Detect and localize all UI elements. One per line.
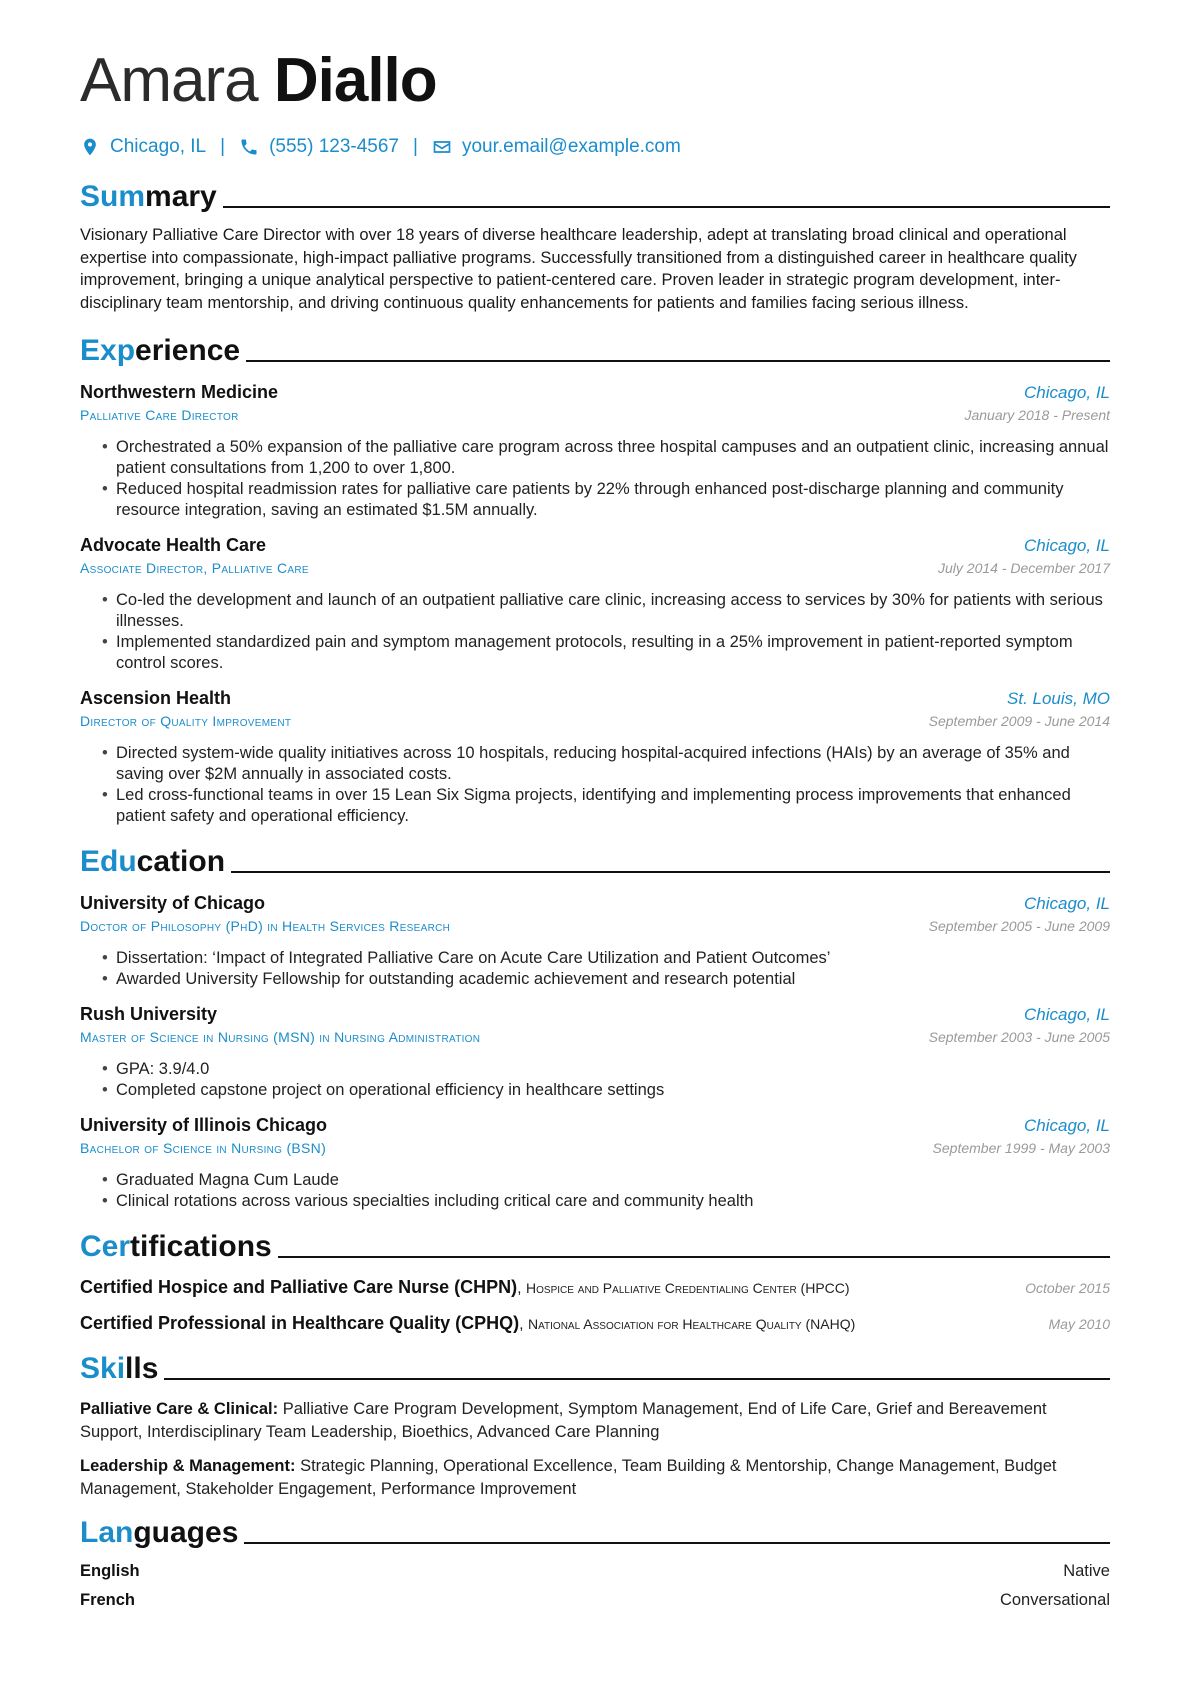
employer-name: Ascension Health xyxy=(80,688,232,708)
contact-separator: | xyxy=(220,136,226,157)
list-item: • Completed capstone project on operational efficiency in healthcare settings xyxy=(102,1080,1110,1101)
section-title: Skills xyxy=(80,1352,159,1385)
section-rule xyxy=(244,1542,1110,1544)
employer-name: Northwestern Medicine xyxy=(80,382,279,402)
education-entry xyxy=(80,1004,1110,1101)
job-title: Associate Director, Palliative Care xyxy=(80,560,309,576)
summary-section xyxy=(80,172,1110,314)
list-item: • Graduated Magna Cum Laude xyxy=(102,1170,1110,1191)
phone-text: (555) 123-4567 xyxy=(269,136,399,157)
last-name: Diallo xyxy=(273,46,437,115)
section-header xyxy=(80,837,1110,877)
skill-group-label: Palliative Care & Clinical: xyxy=(80,1400,279,1418)
cert-issuer: Hospice and Palliative Credentialing Center (HPCC) xyxy=(526,1280,850,1296)
section-title: Certifications xyxy=(80,1230,272,1263)
entry-date: September 2005 - June 2009 xyxy=(928,918,1110,934)
section-header xyxy=(80,1344,1110,1384)
language-name: French xyxy=(80,1591,136,1609)
degree-title: Master of Science in Nursing (MSN) in Nursing Administration xyxy=(80,1029,481,1045)
bullet-list xyxy=(102,437,1110,521)
entry-date: January 2018 - Present xyxy=(964,407,1110,423)
phone-icon xyxy=(239,137,259,157)
entry-date: July 2014 - December 2017 xyxy=(938,560,1110,576)
section-header xyxy=(80,1508,1110,1548)
contact-phone[interactable] xyxy=(239,136,399,158)
section-title: Summary xyxy=(80,180,217,213)
contact-email[interactable] xyxy=(432,136,681,158)
education-entry xyxy=(80,1115,1110,1212)
degree-title: Bachelor of Science in Nursing (BSN) xyxy=(80,1140,327,1156)
cert-date: October 2015 xyxy=(1025,1280,1110,1296)
language-row xyxy=(80,1562,1110,1581)
contact-bar xyxy=(80,136,1110,158)
entry-date: September 2003 - June 2005 xyxy=(928,1029,1110,1045)
section-header xyxy=(80,1222,1110,1262)
envelope-icon xyxy=(432,137,452,157)
skill-group-items: Strategic Planning, Operational Excellence, Team Building & Mentorship, Change Management, Budget Management, Stakeholder Engagement, Performance Improvement xyxy=(80,1457,1057,1498)
section-title: Education xyxy=(80,845,226,878)
contact-location xyxy=(80,136,206,158)
cert-date: May 2010 xyxy=(1048,1316,1110,1332)
section-rule xyxy=(246,360,1110,362)
full-name xyxy=(80,46,1110,115)
section-rule xyxy=(231,871,1110,873)
map-marker-icon xyxy=(80,137,100,157)
certifications-section xyxy=(80,1222,1110,1336)
bullet-list xyxy=(102,743,1110,827)
experience-entry xyxy=(80,382,1110,521)
bullet-list xyxy=(102,948,1110,990)
list-item: • Clinical rotations across various specialties including critical care and community health xyxy=(102,1191,1110,1212)
experience-section xyxy=(80,326,1110,827)
location-text: Chicago, IL xyxy=(110,136,207,157)
experience-entry xyxy=(80,688,1110,827)
list-item: • Orchestrated a 50% expansion of the palliative care program across three hospital campuses and an outpatient clinic, increasing annual patient consultations from 1,200 to over 1,800. xyxy=(102,437,1110,479)
skill-group xyxy=(80,1455,1110,1500)
skill-group xyxy=(80,1398,1110,1443)
school-name: University of Chicago xyxy=(80,893,266,913)
education-entry xyxy=(80,893,1110,990)
list-item: • Directed system-wide quality initiatives across 10 hospitals, reducing hospital-acquired infections (HAIs) by an average of 35% and saving over $2M annually in associated costs. xyxy=(102,743,1110,785)
entry-location: St. Louis, MO xyxy=(1007,689,1110,708)
entry-date: September 2009 - June 2014 xyxy=(928,713,1110,729)
skill-group-items: Palliative Care Program Development, Symptom Management, End of Life Care, Grief and Bereavement Support, Interdisciplinary Team Leadership, Bioethics, Advanced Care Planning xyxy=(80,1400,1047,1441)
section-rule xyxy=(164,1378,1110,1380)
entry-location: Chicago, IL xyxy=(1024,383,1110,402)
school-name: Rush University xyxy=(80,1004,218,1024)
list-item: • Reduced hospital readmission rates for palliative care patients by 22% through enhanced post-discharge planning and community resource integration, saving an estimated $1.5M annually. xyxy=(102,479,1110,521)
list-item: • Awarded University Fellowship for outstanding academic achievement and research potential xyxy=(102,969,1110,990)
entry-location: Chicago, IL xyxy=(1024,1005,1110,1024)
section-header xyxy=(80,172,1110,212)
section-title: Languages xyxy=(80,1516,239,1549)
summary-text: Visionary Palliative Care Director with over 18 years of diverse healthcare leadership, adept at translating broad clinical and operational expertise into compassionate, high-impact palliative programs. Successfully transitioned from a distinguished career in healthcare quality improvement, bringing a unique analytical perspective to patient-centered care. Proven leader in strategic program development, inter-disciplinary team mentorship, and driving continuous quality enhancements for patients and families facing serious illness. xyxy=(80,226,1077,312)
experience-entry xyxy=(80,535,1110,674)
job-title: Palliative Care Director xyxy=(80,407,239,423)
email-link[interactable]: your.email@example.com xyxy=(461,136,681,157)
entry-location: Chicago, IL xyxy=(1024,894,1110,913)
certification-entry: Certified Hospice and Palliative Care Nurse (CHPN), Hospice and Palliative Credentialing Center (HPCC) October 2015 xyxy=(80,1277,1110,1297)
language-row xyxy=(80,1591,1110,1610)
entry-date: September 1999 - May 2003 xyxy=(932,1140,1110,1156)
cert-issuer: National Association for Healthcare Quality (NAHQ) xyxy=(528,1316,856,1332)
cert-name: Certified Professional in Healthcare Quality (CPHQ) xyxy=(80,1313,520,1333)
education-section xyxy=(80,837,1110,1212)
job-title: Director of Quality Improvement xyxy=(80,713,292,729)
contact-separator: | xyxy=(413,136,418,157)
section-rule xyxy=(278,1256,1110,1258)
skills-section xyxy=(80,1344,1110,1500)
bullet-list xyxy=(102,590,1110,674)
bullet-list xyxy=(102,1059,1110,1101)
school-name: University of Illinois Chicago xyxy=(80,1115,328,1135)
section-header xyxy=(80,326,1110,366)
language-level: Conversational xyxy=(999,1591,1110,1609)
language-level: Native xyxy=(1063,1562,1110,1580)
list-item: • GPA: 3.9/4.0 xyxy=(102,1059,1110,1080)
section-rule xyxy=(223,206,1110,208)
section-title: Experience xyxy=(80,334,241,367)
certification-entry: Certified Professional in Healthcare Quality (CPHQ), National Association for Healthcare Quality (NAHQ) May 2010 xyxy=(80,1313,1110,1333)
list-item: • Dissertation: ‘Impact of Integrated Palliative Care on Acute Care Utilization and Patient Outcomes’ xyxy=(102,948,1110,969)
language-name: English xyxy=(80,1562,140,1580)
entry-location: Chicago, IL xyxy=(1024,536,1110,555)
first-name: Amara xyxy=(80,46,258,115)
degree-title: Doctor of Philosophy (PhD) in Health Services Research xyxy=(80,918,451,934)
languages-section xyxy=(80,1508,1110,1610)
skill-group-label: Leadership & Management: xyxy=(80,1457,296,1475)
cert-name: Certified Hospice and Palliative Care Nurse (CHPN) xyxy=(80,1277,518,1297)
list-item: • Co-led the development and launch of an outpatient palliative care clinic, increasing access to services by 30% for patients with serious illnesses. xyxy=(102,590,1110,632)
list-item: • Led cross-functional teams in over 15 Lean Six Sigma projects, identifying and implementing process improvements that enhanced patient safety and operational efficiency. xyxy=(102,785,1110,827)
bullet-list xyxy=(102,1170,1110,1212)
employer-name: Advocate Health Care xyxy=(80,535,267,555)
entry-location: Chicago, IL xyxy=(1024,1116,1110,1135)
list-item: • Implemented standardized pain and symptom management protocols, resulting in a 25% improvement in patient-reported symptom control scores. xyxy=(102,632,1110,674)
